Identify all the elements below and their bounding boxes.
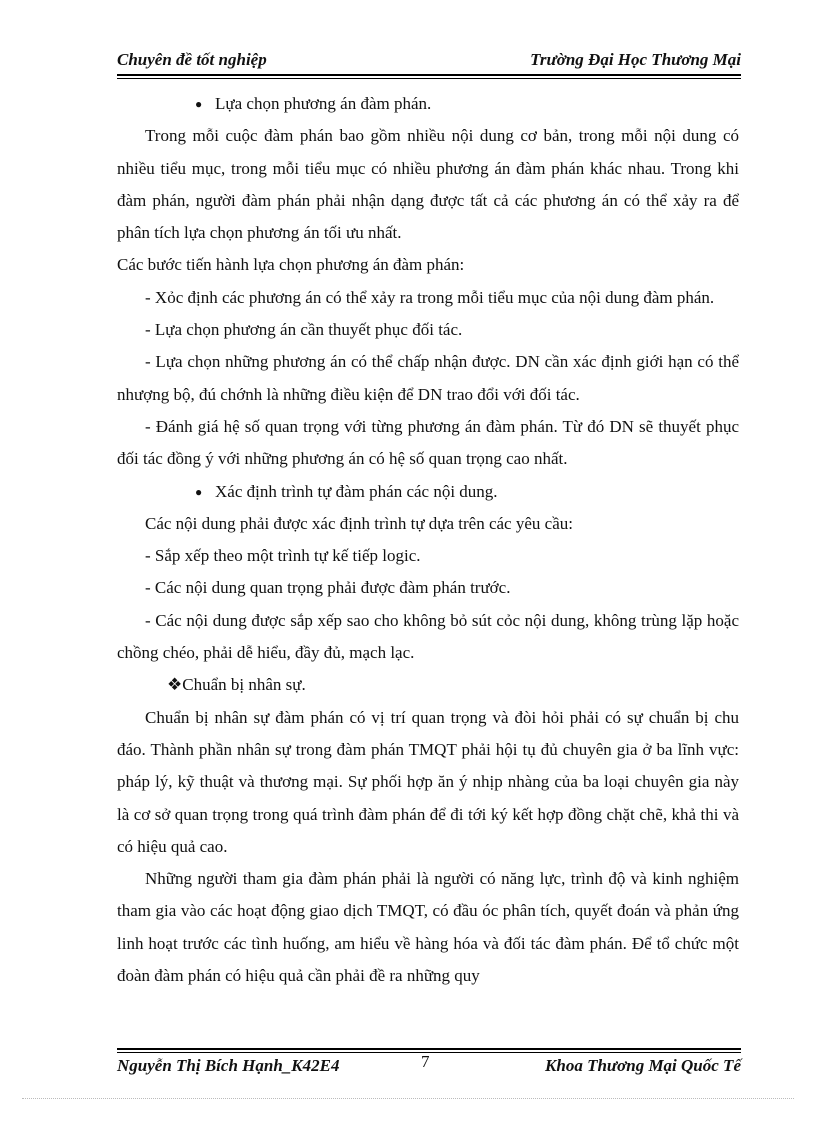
paragraph: Trong mỗi cuộc đàm phán bao gồm nhiều nội dung cơ bản, trong mỗi nội dung có nhiều tiểu mục, trong mỗi tiểu mục có nhiều phương án đàm phán khác nhau. Trong khi đàm phán, người đàm phán phải nhận dạng được tất cả các phương án có thể xảy ra để phân tích lựa chọn phương án tối ưu nhất.: [117, 126, 739, 243]
paragraph: - Đánh giá hệ số quan trọng với từng phương án đàm phán. Từ đó DN sẽ thuyết phục đối tác đồng ý với những phương án có hệ số quan trọng cao nhất.: [117, 416, 739, 469]
paragraph: Các bước tiến hành lựa chọn phương án đàm phán:: [117, 255, 465, 275]
paragraph: - Xỏc định các phương án có thể xảy ra trong mỗi tiểu mục của nội dung đàm phán.: [145, 287, 715, 307]
paragraph: - Các nội dung được sắp xếp sao cho không bỏ sút cỏc nội dung, không trùng lặp hoặc chồng chéo, phải dễ hiểu, đầy đủ, mạch lạc.: [117, 610, 739, 663]
paragraph: Chuẩn bị nhân sự đàm phán có vị trí quan trọng và đòi hỏi phải có sự chuẩn bị chu đáo. Thành phần nhân sự trong đàm phán TMQT phải hội tụ đủ chuyên gia ở ba lĩnh vực: pháp lý, kỹ thuật và thương mại. Sự phối hợp ăn ý nhịp nhàng của ba loại chuyên gia này là cơ sở quan trọng trong quá trình đàm phán để đi tới ký kết hợp đồng chặt chẽ, khả thi và có hiệu quả cao.: [117, 707, 739, 856]
page-header: [117, 50, 741, 76]
document-body: [117, 88, 739, 992]
paragraph: - Lựa chọn những phương án có thể chấp nhận được. DN cần xác định giới hạn có thể nhượng bộ, đú chớnh là những điều kiện để DN trao đổi với đối tác.: [117, 352, 739, 404]
bullet-dot-icon: ●: [195, 484, 203, 499]
bullet-item: [117, 88, 739, 120]
paragraph: - Lựa chọn phương án cần thuyết phục đối tác.: [145, 320, 463, 340]
page-footer: [117, 1052, 741, 1080]
footer-right: Khoa Thương Mại Quốc Tế: [545, 1056, 741, 1075]
section-heading-text: Chuẩn bị nhân sự.: [182, 675, 306, 695]
bullet-text: Xác định trình tự đàm phán các nội dung.: [215, 481, 498, 501]
bullet-item: [117, 476, 739, 508]
paragraph: - Các nội dung quan trọng phải được đàm phán trước.: [145, 578, 511, 598]
header-rule: [117, 74, 741, 76]
diamond-bullet-icon: ❖: [167, 675, 183, 695]
bullet-dot-icon: ●: [195, 97, 203, 111]
header-right: Trường Đại Học Thương Mại: [530, 50, 741, 69]
paragraph: Các nội dung phải được xác định trình tự dựa trên các yêu cầu:: [145, 513, 573, 533]
paragraph: Những người tham gia đàm phán phải là người có năng lực, trình độ và kinh nghiệm tham gia vào các hoạt động giao dịch TMQT, có đầu óc phân tích, quyết đoán và phản ứng linh hoạt trước các tình huống, am hiểu về hàng hóa và đối tác đàm phán. Để tổ chức một đoàn đàm phán có hiệu quả cần phải đề ra những quy: [117, 869, 739, 986]
page-number: 7: [421, 1052, 430, 1071]
header-left: Chuyên đề tốt nghiệp: [117, 50, 267, 69]
paragraph: - Sắp xếp theo một trình tự kế tiếp logic.: [145, 546, 421, 566]
page-boundary: [22, 1098, 794, 1099]
header-rule-thin: [117, 78, 741, 79]
footer-author: Nguyễn Thị Bích Hạnh_K42E4: [117, 1056, 340, 1075]
section-heading: [117, 669, 739, 701]
bullet-text: Lựa chọn phương án đàm phán.: [215, 94, 432, 113]
footer-rule: [117, 1048, 741, 1050]
